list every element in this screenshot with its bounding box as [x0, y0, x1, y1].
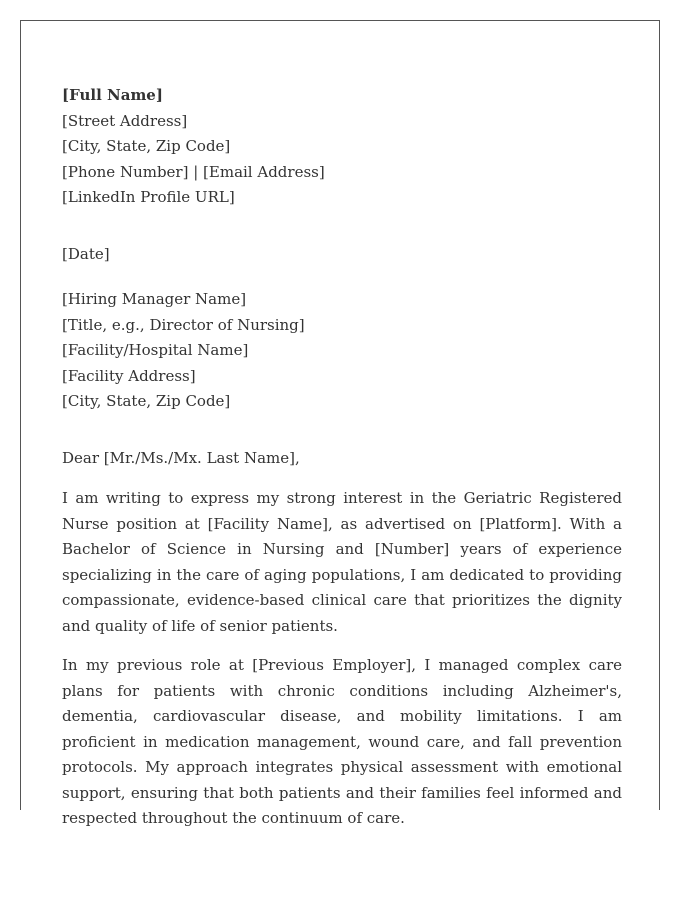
- letter-date: [Date]: [62, 244, 110, 263]
- recipient-title: [Title, e.g., Director of Nursing]: [62, 315, 305, 334]
- sender-name: [Full Name]: [62, 86, 163, 104]
- recipient-block: [62, 287, 622, 415]
- sender-linkedin: [LinkedIn Profile URL]: [62, 188, 235, 206]
- salutation: Dear [Mr./Ms./Mx. Last Name],: [62, 448, 300, 467]
- recipient-address: [Facility Address]: [62, 366, 196, 385]
- recipient-facility: [Facility/Hospital Name]: [62, 341, 249, 359]
- letter-page: [20, 20, 660, 827]
- sender-street: [Street Address]: [62, 111, 188, 130]
- body-paragraph-1: I am writing to express my strong interest in the Geriatric Registered Nurse position at [Facility Name], as advertised on [Platform]. With a Bachelor of Science in Nursing and [Number] years of experience specializing in the care of aging populations, I am dedicated to providing compassionate, evidence-based clinical care that prioritizes the dignity and quality of life of senior patients.: [62, 489, 622, 635]
- sender-city-state-zip: [City, State, Zip Code]: [62, 137, 231, 155]
- recipient-city-state-zip: [City, State, Zip Code]: [62, 392, 231, 410]
- recipient-name: [Hiring Manager Name]: [62, 290, 247, 308]
- letter-content: [62, 83, 622, 832]
- sender-phone-email: [Phone Number] | [Email Address]: [62, 162, 325, 181]
- body-paragraph-2: In my previous role at [Previous Employer], I managed complex care plans for patients with chronic conditions including Alzheimer's, dementia, cardiovascular disease, and mobility limitations. I am proficient in medication management, wound care, and fall prevention protocols. My approach integrates physical assessment with emotional support, ensuring that both patients and their families feel informed and respected throughout the continuum of care.: [62, 656, 622, 827]
- sender-block: [62, 83, 622, 211]
